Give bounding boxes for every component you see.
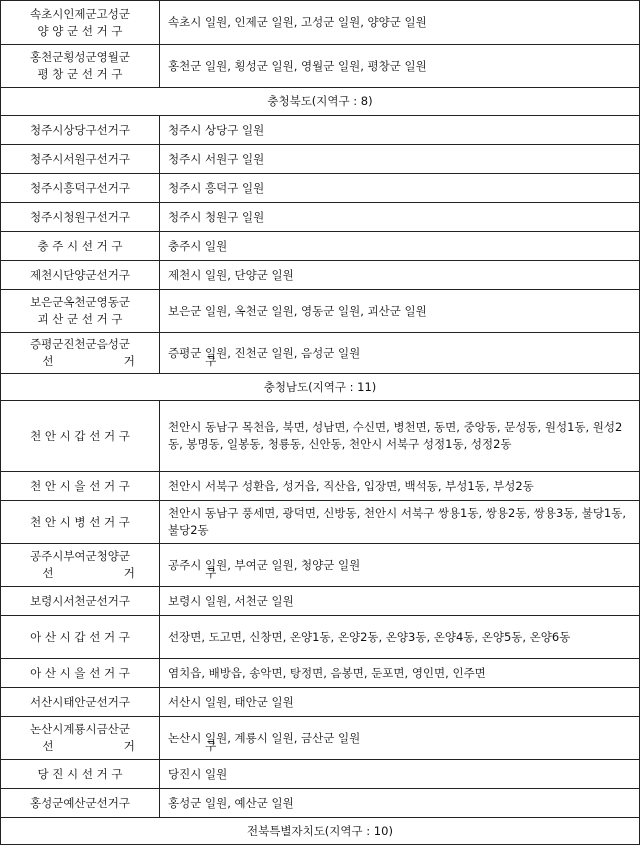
table-row (1, 717, 640, 760)
table-row (1, 472, 640, 501)
region-header: 전북특별자치도(지역구 : 10) (1, 818, 640, 845)
district-name-line: 청주시흥덕구선거구 (30, 180, 130, 195)
district-name-line: 보령시서천군선거구 (30, 593, 130, 608)
table-row (1, 116, 640, 145)
table-row (1, 544, 640, 587)
table-row (1, 45, 640, 88)
district-name-line: 선 거 구 (42, 566, 250, 580)
table-row (1, 760, 640, 789)
district-area-cell: 천안시 서북구 성환읍, 성거읍, 직산읍, 입장면, 백석동, 부성1동, 부성2동 (160, 472, 640, 501)
district-name-line: 괴 산 군 선 거 구 (37, 312, 123, 326)
district-area-cell: 증평군 일원, 진천군 일원, 음성군 일원 (160, 333, 640, 374)
table-row (1, 261, 640, 290)
table-row (1, 174, 640, 203)
district-name-cell (1, 145, 160, 174)
district-name-line: 서산시태안군선거구 (30, 694, 130, 709)
district-name-cell (1, 760, 160, 789)
district-name-line: 청주시상당구선거구 (30, 122, 130, 137)
district-name-cell (1, 401, 160, 472)
district-name-line: 홍성군예산군선거구 (30, 795, 130, 810)
district-area-cell: 당진시 일원 (160, 760, 640, 789)
district-name-line: 아 산 시 을 선 거 구 (30, 665, 130, 680)
table-row (1, 688, 640, 717)
table-row (1, 401, 640, 472)
district-name-line: 평 창 군 선 거 구 (37, 67, 123, 81)
table-row (1, 203, 640, 232)
district-name-cell (1, 544, 250, 587)
district-name-cell (1, 116, 160, 145)
district-name-line: 양 양 군 선 거 구 (37, 23, 123, 38)
table-row (1, 501, 640, 544)
district-name-cell (1, 232, 160, 261)
district-area-cell: 보은군 일원, 옥천군 일원, 영동군 일원, 괴산군 일원 (160, 290, 640, 333)
district-name-cell (1, 789, 160, 818)
district-name-line: 천 안 시 을 선 거 구 (30, 478, 130, 493)
district-name-cell (1, 616, 160, 659)
district-name-cell (1, 45, 160, 88)
region-header-row (1, 374, 640, 401)
region-header: 충청남도(지역구 : 11) (1, 374, 640, 401)
district-name-line: 홍천군횡성군영월군 (30, 50, 130, 64)
district-name-line: 천 안 시 병 선 거 구 (30, 514, 130, 529)
district-name-cell (1, 203, 160, 232)
district-name-line: 속초시인제군고성군 (30, 6, 130, 21)
district-area-cell: 홍성군 일원, 예산군 일원 (160, 789, 640, 818)
table-row (1, 232, 640, 261)
district-name-line: 공주시부여군청양군 (30, 549, 130, 563)
table-row (1, 145, 640, 174)
district-area-cell: 청주시 상당구 일원 (160, 116, 640, 145)
district-area-cell: 서산시 일원, 태안군 일원 (160, 688, 640, 717)
district-table-body (1, 1, 640, 845)
district-area-cell: 논산시 일원, 계룡시 일원, 금산군 일원 (160, 717, 640, 760)
district-name-cell (1, 290, 160, 333)
district-name-cell (1, 333, 250, 374)
table-row (1, 616, 640, 659)
district-name-line: 선 거 구 (42, 739, 250, 753)
table-row (1, 290, 640, 333)
district-area-cell: 청주시 청원구 일원 (160, 203, 640, 232)
district-name-line: 논산시계룡시금산군 (30, 722, 130, 736)
region-header-row (1, 818, 640, 845)
district-area-cell: 선장면, 도고면, 신창면, 온양1동, 온양2동, 온양3동, 온양4동, 온양5동, 온양6동 (160, 616, 640, 659)
table-row (1, 587, 640, 616)
district-name-cell (1, 659, 160, 688)
district-area-cell: 천안시 동남구 풍세면, 광덕면, 신방동, 천안시 서북구 쌍용1동, 쌍용2동, 쌍용3동, 불당1동, 불당2동 (160, 501, 640, 544)
district-name-cell (1, 717, 250, 760)
district-name-line: 아 산 시 갑 선 거 구 (30, 629, 130, 644)
table-row (1, 333, 640, 374)
district-area-cell: 보령시 일원, 서천군 일원 (160, 587, 640, 616)
district-area-cell: 염치읍, 배방읍, 송악면, 탕정면, 음봉면, 둔포면, 영인면, 인주면 (160, 659, 640, 688)
district-name-cell (1, 501, 160, 544)
district-name-line: 청주시청원구선거구 (30, 209, 130, 224)
table-row (1, 659, 640, 688)
district-area-cell: 홍천군 일원, 횡성군 일원, 영월군 일원, 평창군 일원 (160, 45, 640, 88)
district-area-cell: 청주시 흥덕구 일원 (160, 174, 640, 203)
district-name-cell (1, 174, 160, 203)
district-name-line: 천 안 시 갑 선 거 구 (30, 428, 130, 443)
district-name-cell (1, 1, 160, 45)
table-row (1, 789, 640, 818)
district-name-cell (1, 688, 160, 717)
district-name-cell (1, 472, 160, 501)
district-name-cell (1, 261, 160, 290)
district-area-cell: 제천시 일원, 단양군 일원 (160, 261, 640, 290)
district-name-line: 제천시단양군선거구 (30, 267, 130, 282)
district-name-cell (1, 587, 160, 616)
district-name-line: 보은군옥천군영동군 (30, 295, 130, 309)
district-name-line: 충 주 시 선 거 구 (37, 238, 123, 253)
district-area-cell: 청주시 서원구 일원 (160, 145, 640, 174)
district-name-line: 선 거 구 (42, 354, 250, 368)
district-area-cell: 충주시 일원 (160, 232, 640, 261)
region-header: 충청북도(지역구 : 8) (1, 88, 640, 116)
district-name-line: 청주시서원구선거구 (30, 151, 130, 166)
district-area-cell: 공주시 일원, 부여군 일원, 청양군 일원 (160, 544, 640, 587)
district-name-line: 증평군진천군음성군 (30, 337, 130, 351)
district-name-line: 당 진 시 선 거 구 (37, 766, 123, 781)
table-row (1, 1, 640, 45)
district-area-cell: 천안시 동남구 목천읍, 북면, 성남면, 수신면, 병천면, 동면, 중앙동, 문성동, 원성1동, 원성2동, 봉명동, 일봉동, 청룡동, 신안동, 천안시 서북구 성정1동, 성정2동 (160, 401, 640, 472)
region-header-row (1, 88, 640, 116)
district-area-cell: 속초시 일원, 인제군 일원, 고성군 일원, 양양군 일원 (160, 1, 640, 45)
